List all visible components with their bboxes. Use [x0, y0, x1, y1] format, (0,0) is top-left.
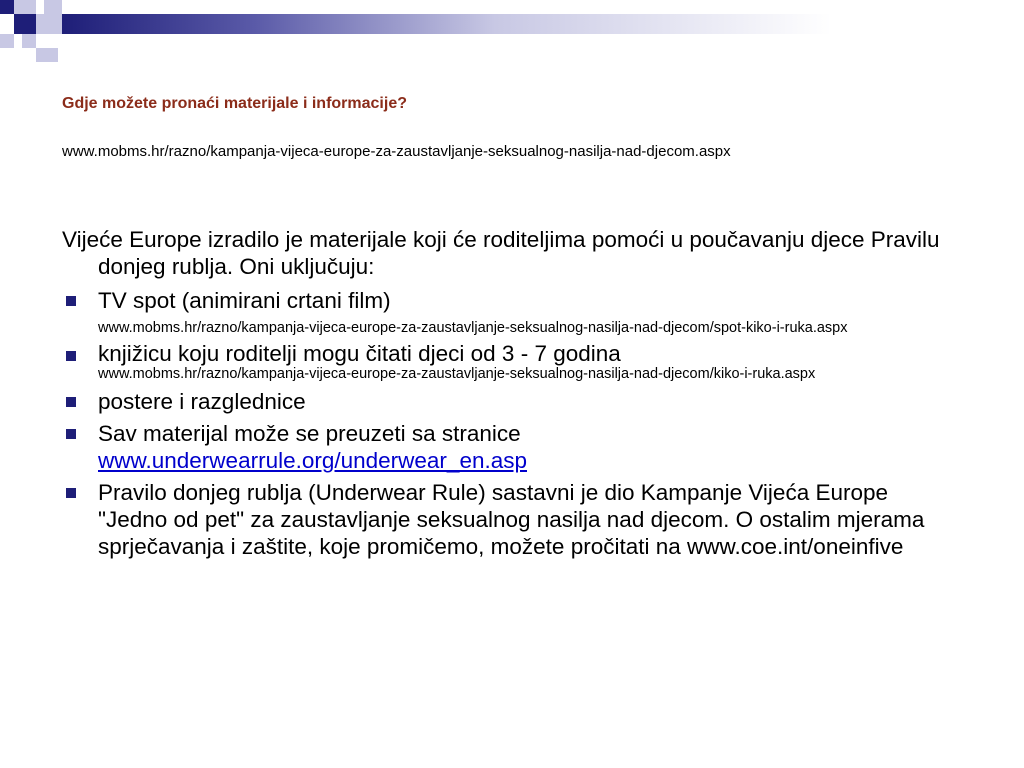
- top-url: www.mobms.hr/razno/kampanja-vijeca-europe-za-zaustavljanje-seksualnog-nasilja-nad-djecom.aspx: [62, 143, 731, 160]
- list-item: [62, 388, 962, 415]
- deco-square-light: [44, 0, 62, 14]
- bullet-text: knjižicu koju roditelji mogu čitati djeci od 3 - 7 godina: [98, 341, 621, 366]
- header-gradient-bar: [62, 14, 1024, 34]
- bullet-text: postere i razglednice: [98, 389, 306, 414]
- deco-square-dark: [14, 14, 36, 34]
- slide-title: Gdje možete pronaći materijale i informacije?: [62, 95, 407, 112]
- deco-square-dark: [0, 0, 14, 14]
- square-bullet-icon: [66, 429, 76, 439]
- download-link[interactable]: www.underwearrule.org/underwear_en.asp: [98, 448, 527, 473]
- square-bullet-icon: [66, 397, 76, 407]
- list-item: [62, 479, 962, 560]
- deco-square-light: [36, 48, 58, 62]
- square-bullet-icon: [66, 296, 76, 306]
- deco-square-light: [36, 14, 62, 34]
- bullet-text: TV spot (animirani crtani film): [98, 288, 391, 313]
- bullet-text: Pravilo donjeg rublja (Underwear Rule) sastavni je dio Kampanje Vijeća Europe "Jedno od pet" za zaustavljanje seksualnog nasilja nad djecom. O ostalim mjerama sprječavanja i zaštite, koje promičemo, možete pročitati na www.coe.int/oneinfive: [98, 480, 925, 559]
- bullet-text: Sav materijal može se preuzeti sa stranice: [98, 421, 521, 446]
- square-bullet-icon: [66, 488, 76, 498]
- list-item: [62, 287, 962, 337]
- deco-square-light: [14, 0, 36, 14]
- list-item: [62, 342, 962, 383]
- list-item: [62, 420, 962, 474]
- slide-content: [62, 226, 962, 565]
- bullet-sub-url: www.mobms.hr/razno/kampanja-vijeca-europe-za-zaustavljanje-seksualnog-nasilja-nad-djecom/kiko-i-ruka.aspx: [98, 366, 816, 382]
- intro-text: Vijeće Europe izradilo je materijale koji će roditeljima pomoći u poučavanju djece Pravilu donjeg rublja. Oni uključuju:: [62, 227, 940, 279]
- deco-square-light: [0, 34, 14, 48]
- bullet-sub-url: www.mobms.hr/razno/kampanja-vijeca-europe-za-zaustavljanje-seksualnog-nasilja-nad-djecom/spot-kiko-i-ruka.aspx: [98, 320, 848, 336]
- square-bullet-icon: [66, 351, 76, 361]
- deco-square-light: [22, 34, 36, 48]
